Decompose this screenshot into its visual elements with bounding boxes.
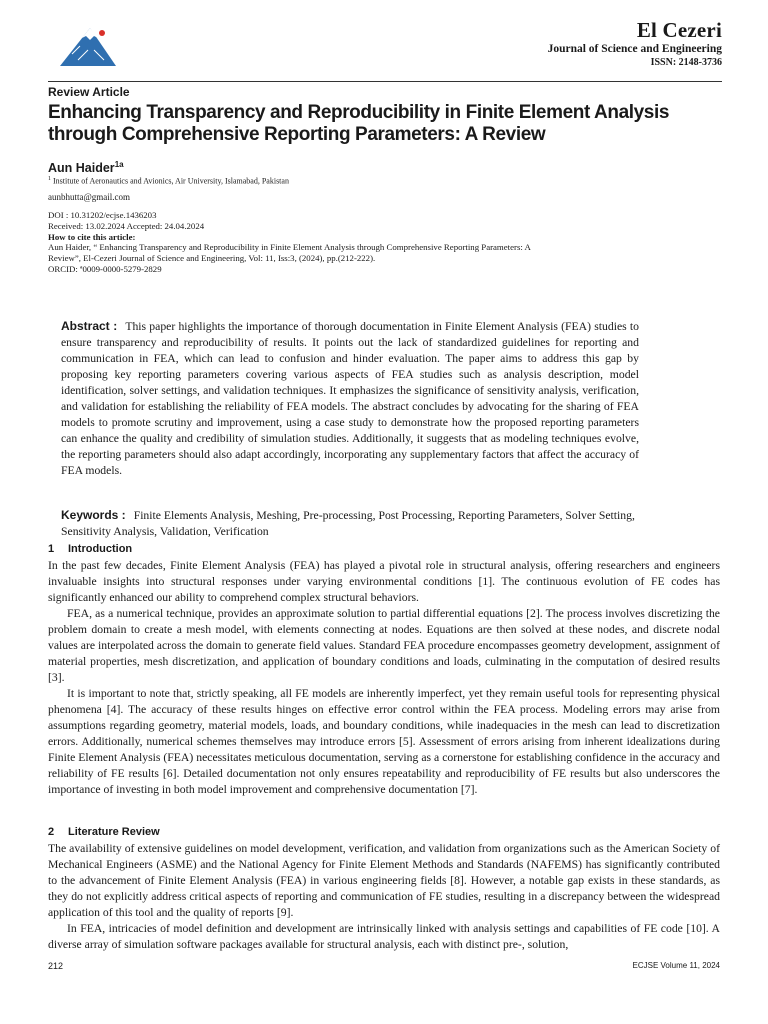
article-metadata [48, 210, 720, 275]
section-title: Introduction [68, 543, 133, 555]
journal-subtitle: Journal of Science and Engineering [547, 43, 722, 55]
citation-line-1: Aun Haider, “ Enhancing Transparency and Reproducibility in Finite Element Analysis through Comprehensive Reporting Parameters: A [48, 242, 531, 253]
abstract [61, 318, 639, 479]
section-heading-introduction [48, 543, 132, 555]
keywords-label: Keywords : [61, 508, 126, 522]
affiliation-text: Institute of Aeronautics and Avionics, Air University, Islamabad, Pakistan [53, 176, 289, 186]
journal-issn: ISSN: 2148-3736 [650, 57, 722, 68]
article-type: Review Article [48, 85, 130, 99]
section-number: 2 [48, 826, 55, 838]
doi: DOI : 10.31202/ecjse.1436203 [48, 210, 157, 220]
header-divider [48, 81, 722, 82]
paragraph: It is important to note that, strictly speaking, all FE models are inherently imperfect, yet they remain useful tools for representing physical phenomena [4]. The accuracy of these results hinges on effective error control within the FEA process. Modeling errors may arise from assumptions regarding geometry, material models, loads, and boundary conditions, while inadequacies in the mesh can lead to discretization errors. Additionally, numerical schemes themselves may introduce errors [5]. Assessment of errors arising from inherent idealizations during Finite Element Analysis (FEA) necessitates meticulous documentation, serving as a cornerstone for establishing confidence in the accuracy and reliability of FE results [6]. Detailed documentation not only ensures repeatability and reproducibility of FE results but also underscores the importance of investing in both model improvement and comprehensive documentation [7]. [48, 687, 720, 796]
section-number: 1 [48, 543, 55, 555]
page-number: 212 [48, 961, 64, 971]
article-title: Enhancing Transparency and Reproducibility in Finite Element Analysis through Comprehensive Reporting Parameters: A Review [48, 102, 670, 145]
author-email: aunbhutta@gmail.com [48, 192, 131, 202]
citation-line-2: Review”, El-Cezeri Journal of Science and Engineering, Vol: 11, Iss:3, (2024), pp.(212-222). [48, 253, 376, 264]
author-superscript: 1a [114, 160, 124, 169]
journal-name: El Cezeri [636, 18, 722, 42]
paragraph: In the past few decades, Finite Element Analysis (FEA) has played a pivotal role in structural analysis, offering researchers and engineers invaluable insights into structural responses under varying environmental conditions [1]. The continuous evolution of FE codes has significantly enhanced our ability to comprehend complex structural behaviors. [48, 559, 720, 604]
cite-label: How to cite this article: [48, 231, 136, 242]
paragraph: The availability of extensive guidelines on model development, verification, and validation from organizations such as the American Society of Mechanical Engineers (ASME) and the National Agency for Finite Element Methods and Standards (NAFEMS) has significantly contributed to the advancement of Finite Element Analysis (FEA) in various engineering fields [8]. However, a notable gap exists in these standards, as they do not explicitly address critical aspects of reporting and communication of FE studies, resulting in a discrepancy between the widespread application of this tool and the quality of reports [9]. [48, 842, 720, 919]
journal-volume: ECJSE Volume 11, 2024 [632, 961, 720, 970]
section-body-introduction [48, 558, 720, 798]
orcid: ORCID: ª0009-0000-5279-2829 [48, 263, 162, 274]
author-name-text: Aun Haider [48, 161, 115, 176]
affiliation-superscript: 1 [48, 176, 51, 182]
keywords [61, 507, 639, 540]
author-affiliation [48, 176, 289, 186]
mountain-logo-icon [58, 24, 118, 68]
paragraph: In FEA, intricacies of model definition and development are intrinsically linked with analysis settings and capabilities of FE code [10]. A diverse array of simulation software packages available for structural analysis, each with distinct pre-, solution, [48, 922, 720, 951]
keywords-text: Finite Elements Analysis, Meshing, Pre-processing, Post Processing, Reporting Parameters, Solver Setting, Sensitivity Analysis, Validation, Verification [61, 509, 635, 538]
paragraph: FEA, as a numerical technique, provides an approximate solution to partial differential equations [2]. The process involves discretizing the problem domain to create a mesh model, with elements connecting at nodes. Equations are then solved at these nodes, and discrete nodal values are interpolated across the domain to generate field values. Standard FEA procedure encompasses geometry development, assignment of material properties, mesh discretization, and application of boundary conditions and loads, culminating in the computation of desired results [3]. [48, 607, 720, 684]
article-dates: Received: 13.02.2024 Accepted: 24.04.2024 [48, 220, 205, 231]
abstract-label: Abstract : [61, 319, 118, 333]
section-title: Literature Review [68, 826, 160, 838]
section-heading-literature-review [48, 826, 160, 838]
section-body-literature-review [48, 841, 720, 953]
author-name [48, 160, 124, 175]
abstract-text: This paper highlights the importance of thorough documentation in Finite Element Analysis (FEA) studies to ensure transparency and reproducibility of results. It points out the lack of standardized guidelines for reporting and communication in FEA, which can lead to confusion and hinder evaluation. The paper aims to address this gap by proposing key reporting parameters covering various aspects of FEA studies such as analysis description, model identification, solver settings, and validation techniques. It emphasizes the significance of sensitivity analysis, verification, and validation for establishing the reliability of FEA models. The abstract concludes by advocating for the sharing of FEA models to promote scrutiny and improvement, using a case study to demonstrate how the proposed reporting parameters can enhance the quality and credibility of simulation studies. Additionally, it suggests that as modeling techniques evolve, the reporting parameters should also adapt accordingly, incorporating any supplementary factors that affect the accuracy of FEA models. [61, 320, 639, 477]
